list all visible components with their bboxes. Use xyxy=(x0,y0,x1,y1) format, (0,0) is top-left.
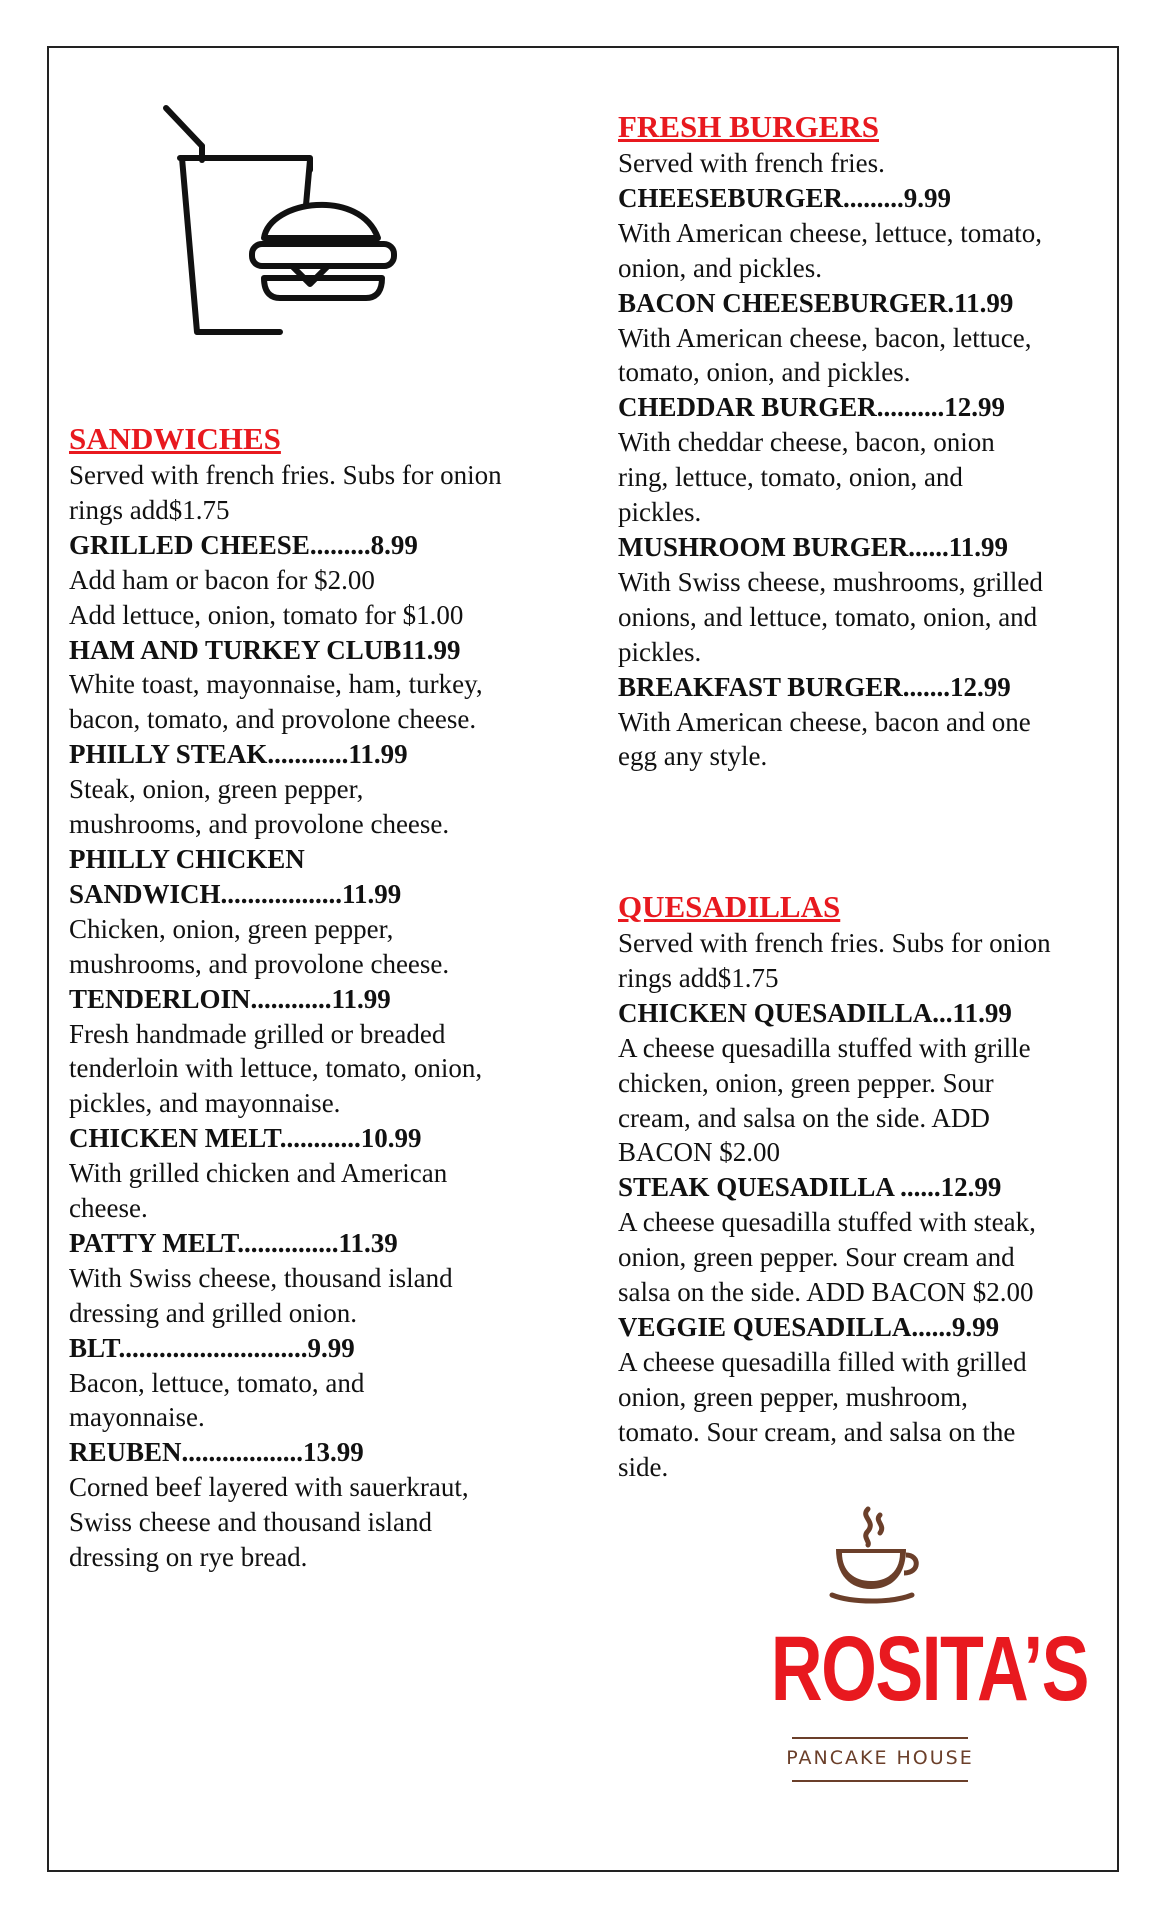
menu-item-name: MUSHROOM BURGER......11.99 xyxy=(618,531,1009,562)
menu-item-name: PATTY MELT...............11.39 xyxy=(69,1227,398,1258)
menu-item-desc: egg any style. xyxy=(618,741,768,772)
menu-item-desc: mayonnaise. xyxy=(69,1402,205,1433)
menu-item-name: HAM AND TURKEY CLUB11.99 xyxy=(69,634,461,665)
menu-item-desc: Add ham or bacon for $2.00 xyxy=(69,564,375,595)
burgers-title: FRESH BURGERS xyxy=(618,109,879,144)
menu-item-desc: salsa on the side. ADD BACON $2.00 xyxy=(618,1277,1034,1308)
menu-item-name: CHEESEBURGER.........9.99 xyxy=(618,182,952,213)
menu-item-desc: mushrooms, and provolone cheese. xyxy=(69,948,450,979)
menu-item-desc: pickles. xyxy=(618,636,702,667)
menu-item-desc: Fresh handmade grilled or breaded xyxy=(69,1018,446,1049)
menu-item-desc: With Swiss cheese, thousand island xyxy=(69,1262,453,1293)
sandwiches-intro: rings add$1.75 xyxy=(69,494,230,525)
menu-item-desc: tenderloin with lettuce, tomato, onion, xyxy=(69,1053,483,1084)
menu-item-name: PHILLY STEAK............11.99 xyxy=(69,739,408,770)
menu-item-desc: A cheese quesadilla stuffed with grille xyxy=(618,1032,1031,1063)
menu-item-desc: Chicken, onion, green pepper, xyxy=(69,913,394,944)
menu-item-name: CHICKEN QUESADILLA...11.99 xyxy=(618,997,1012,1028)
menu-item-name: BREAKFAST BURGER.......12.99 xyxy=(618,671,1011,702)
menu-item-name: GRILLED CHEESE.........8.99 xyxy=(69,529,418,560)
menu-item-desc: pickles, and mayonnaise. xyxy=(69,1088,341,1119)
quesadillas-intro: rings add$1.75 xyxy=(618,962,779,993)
burgers-section xyxy=(618,108,1118,774)
menu-item-desc: mushrooms, and provolone cheese. xyxy=(69,809,450,840)
menu-item-desc: tomato, onion, and pickles. xyxy=(618,357,911,388)
divider xyxy=(792,1780,968,1782)
menu-item-desc: With American cheese, bacon, lettuce, xyxy=(618,322,1032,353)
menu-item-name: BACON CHEESEBURGER.11.99 xyxy=(618,287,1014,318)
menu-item-desc: A cheese quesadilla stuffed with steak, xyxy=(618,1207,1036,1238)
menu-item-desc: BACON $2.00 xyxy=(618,1137,781,1168)
brand-subtitle: PANCAKE HOUSE xyxy=(786,1747,974,1769)
menu-item-desc: Bacon, lettuce, tomato, and xyxy=(69,1367,365,1398)
menu-item-desc: With grilled chicken and American xyxy=(69,1158,448,1189)
menu-item-name: REUBEN..................13.99 xyxy=(69,1437,364,1468)
menu-item-name: PHILLY CHICKEN xyxy=(69,843,305,874)
menu-item-desc: side. xyxy=(618,1451,669,1482)
menu-item-desc: Swiss cheese and thousand island xyxy=(69,1507,432,1538)
menu-item-name: STEAK QUESADILLA ......12.99 xyxy=(618,1172,1002,1203)
menu-item-desc: With cheddar cheese, bacon, onion xyxy=(618,427,995,458)
menu-item-desc: onion, green pepper, mushroom, xyxy=(618,1381,968,1412)
menu-item-name: TENDERLOIN............11.99 xyxy=(69,983,391,1014)
menu-item-desc: tomato. Sour cream, and salsa on the xyxy=(618,1416,1016,1447)
burgers-intro: Served with french fries. xyxy=(618,148,885,178)
menu-item-desc: chicken, onion, green pepper. Sour xyxy=(618,1067,994,1098)
sandwiches-section xyxy=(69,420,569,1575)
menu-item-desc: Add lettuce, onion, tomato for $1.00 xyxy=(69,599,464,630)
menu-item-desc: A cheese quesadilla filled with grilled xyxy=(618,1346,1027,1377)
coffee-cup-icon xyxy=(822,1505,932,1605)
menu-item-desc: White toast, mayonnaise, ham, turkey, xyxy=(69,669,483,700)
brand-name: ROSITA’S xyxy=(770,1618,1088,1720)
menu-item-name: BLT............................9.99 xyxy=(69,1332,355,1363)
menu-item-desc: cheese. xyxy=(69,1193,148,1224)
menu-item-desc: onion, green pepper. Sour cream and xyxy=(618,1242,1015,1273)
quesadillas-title: QUESADILLAS xyxy=(618,889,841,924)
divider xyxy=(792,1737,968,1739)
menu-item-desc: onion, and pickles. xyxy=(618,252,822,283)
sandwiches-title: SANDWICHES xyxy=(69,421,281,456)
sandwiches-intro: Served with french fries. Subs for onion xyxy=(69,460,502,490)
menu-item-desc: onions, and lettuce, tomato, onion, and xyxy=(618,601,1038,632)
menu-item-desc: With Swiss cheese, mushrooms, grilled xyxy=(618,566,1043,597)
menu-item-desc: dressing and grilled onion. xyxy=(69,1297,357,1328)
quesadillas-section xyxy=(618,888,1118,1485)
menu-item-desc: Corned beef layered with sauerkraut, xyxy=(69,1472,469,1503)
restaurant-logo xyxy=(740,1505,1088,1785)
menu-item-desc: cream, and salsa on the side. ADD xyxy=(618,1102,990,1133)
menu-item-desc: With American cheese, bacon and one xyxy=(618,706,1031,737)
menu-item-name: CHEDDAR BURGER..........12.99 xyxy=(618,392,1006,423)
menu-item-desc: pickles. xyxy=(618,497,702,528)
menu-item-desc: Steak, onion, green pepper, xyxy=(69,774,364,805)
menu-item-name: CHICKEN MELT............10.99 xyxy=(69,1123,422,1154)
menu-item-desc: bacon, tomato, and provolone cheese. xyxy=(69,704,477,735)
menu-item-desc: dressing on rye bread. xyxy=(69,1542,308,1573)
menu-item-desc: With American cheese, lettuce, tomato, xyxy=(618,217,1042,248)
menu-item-name: SANDWICH..................11.99 xyxy=(69,878,402,909)
menu-item-name: VEGGIE QUESADILLA......9.99 xyxy=(618,1311,1000,1342)
menu-item-desc: ring, lettuce, tomato, onion, and xyxy=(618,462,963,493)
quesadillas-intro: Served with french fries. Subs for onion xyxy=(618,928,1051,958)
drink-and-burger-icon xyxy=(160,100,400,350)
